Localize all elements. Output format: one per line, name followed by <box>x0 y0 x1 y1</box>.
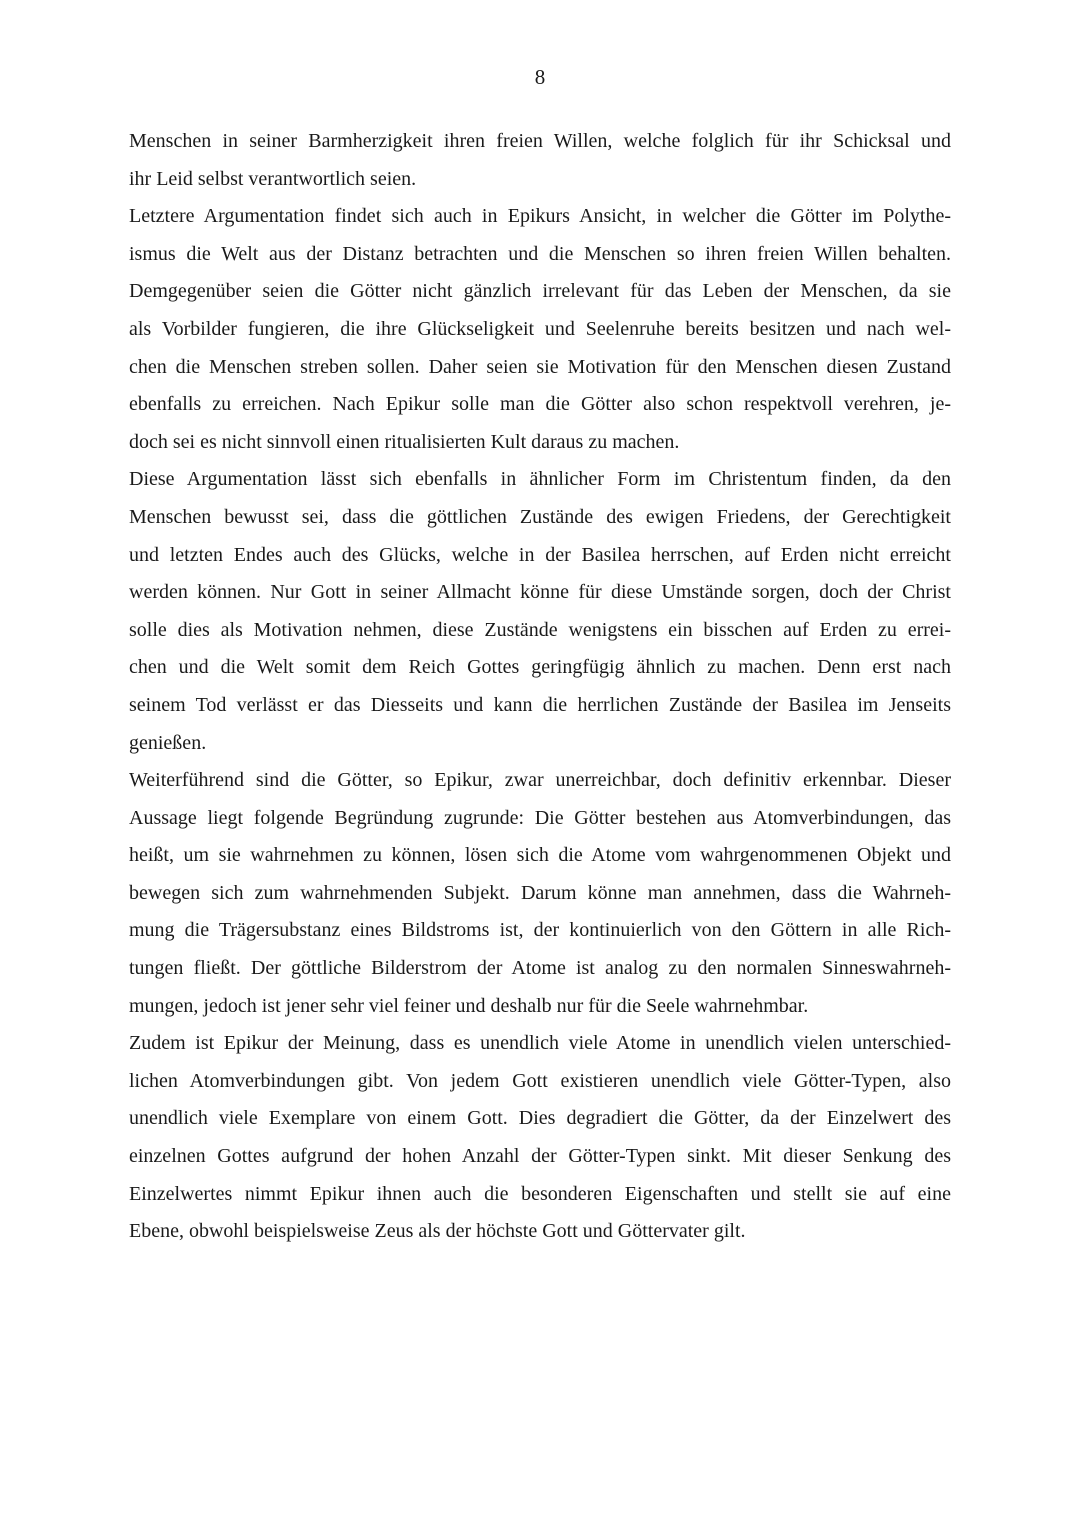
text-line: einzelnen Gottes aufgrund der hohen Anzahl der Götter-Typen sinkt. Mit dieser Senkung des <box>129 1145 951 1168</box>
text-line: ebenfalls zu erreichen. Nach Epikur solle man die Götter also schon respektvoll verehren, je- <box>129 393 951 416</box>
text-line: seinem Tod verlässt er das Diesseits und kann die herrlichen Zustände der Basilea im Jenseits <box>129 693 951 716</box>
text-line: ihr Leid selbst verantwortlich seien. <box>129 167 417 190</box>
text-line: tungen fließt. Der göttliche Bilderstrom der Atome ist analog zu den normalen Sinneswahrneh- <box>129 957 951 980</box>
text-line: Menschen bewusst sei, dass die göttlichen Zustände des ewigen Friedens, der Gerechtigkeit <box>129 505 951 528</box>
text-line: als Vorbilder fungieren, die ihre Glückseligkeit und Seelenruhe bereits besitzen und nach wel- <box>129 317 951 340</box>
text-line: ismus die Welt aus der Distanz betrachten und die Menschen so ihren freien Willen behalten. <box>129 242 951 265</box>
text-line: doch sei es nicht sinnvoll einen ritualisierten Kult daraus zu machen. <box>129 430 680 453</box>
body-text <box>129 123 951 1251</box>
text-line: mung die Trägersubstanz eines Bildstroms ist, der kontinuierlich von den Göttern in alle Rich- <box>129 919 951 942</box>
text-line: lichen Atomverbindungen gibt. Von jedem Gott existieren unendlich viele Götter-Typen, also <box>129 1069 951 1092</box>
text-line: heißt, um sie wahrnehmen zu können, lösen sich die Atome vom wahrgenommenen Objekt und <box>129 844 951 867</box>
paragraph-1 <box>129 123 951 198</box>
text-line: Zudem ist Epikur der Meinung, dass es unendlich viele Atome in unendlich vielen unterschied- <box>129 1032 951 1055</box>
text-line: unendlich viele Exemplare von einem Gott. Dies degradiert die Götter, da der Einzelwert des <box>129 1107 951 1130</box>
text-line: Letztere Argumentation findet sich auch in Epikurs Ansicht, in welcher die Götter im Polythe- <box>129 205 951 228</box>
text-line: Ebene, obwohl beispielsweise Zeus als der höchste Gott und Göttervater gilt. <box>129 1220 746 1243</box>
paragraph-5 <box>129 1025 951 1251</box>
paragraph-2 <box>129 198 951 461</box>
text-line: chen die Menschen streben sollen. Daher seien sie Motivation für den Menschen diesen Zustand <box>129 355 951 378</box>
text-line: Demgegenüber seien die Götter nicht gänzlich irrelevant für das Leben der Menschen, da sie <box>129 280 951 303</box>
text-line: Aussage liegt folgende Begründung zugrunde: Die Götter bestehen aus Atomverbindungen, das <box>129 806 951 829</box>
text-line: chen und die Welt somit dem Reich Gottes geringfügig ähnlich zu machen. Denn erst nach <box>129 656 951 679</box>
text-line: bewegen sich zum wahrnehmenden Subjekt. Darum könne man annehmen, dass die Wahrneh- <box>129 881 951 904</box>
text-line: Menschen in seiner Barmherzigkeit ihren freien Willen, welche folglich für ihr Schicksal und <box>129 130 951 152</box>
text-line: genießen. <box>129 731 207 754</box>
text-line: Weiterführend sind die Götter, so Epikur, zwar unerreichbar, doch definitiv erkennbar. Dieser <box>129 769 951 792</box>
text-line: Diese Argumentation lässt sich ebenfalls in ähnlicher Form im Christentum finden, da den <box>129 468 951 491</box>
text-line: solle dies als Motivation nehmen, diese Zustände wenigstens ein bisschen auf Erden zu errei- <box>129 618 951 641</box>
text-line: Einzelwertes nimmt Epikur ihnen auch die besonderen Eigenschaften und stellt sie auf eine <box>129 1182 951 1205</box>
text-line: werden können. Nur Gott in seiner Allmacht könne für diese Umstände sorgen, doch der Christ <box>129 581 951 604</box>
text-line: und letzten Endes auch des Glücks, welche in der Basilea herrschen, auf Erden nicht erreicht <box>129 543 951 566</box>
paragraph-4 <box>129 762 951 1025</box>
paragraph-3 <box>129 461 951 762</box>
page-number: 8 <box>534 65 546 89</box>
text-line: mungen, jedoch ist jener sehr viel feiner und deshalb nur für die Seele wahrnehmbar. <box>129 994 809 1017</box>
